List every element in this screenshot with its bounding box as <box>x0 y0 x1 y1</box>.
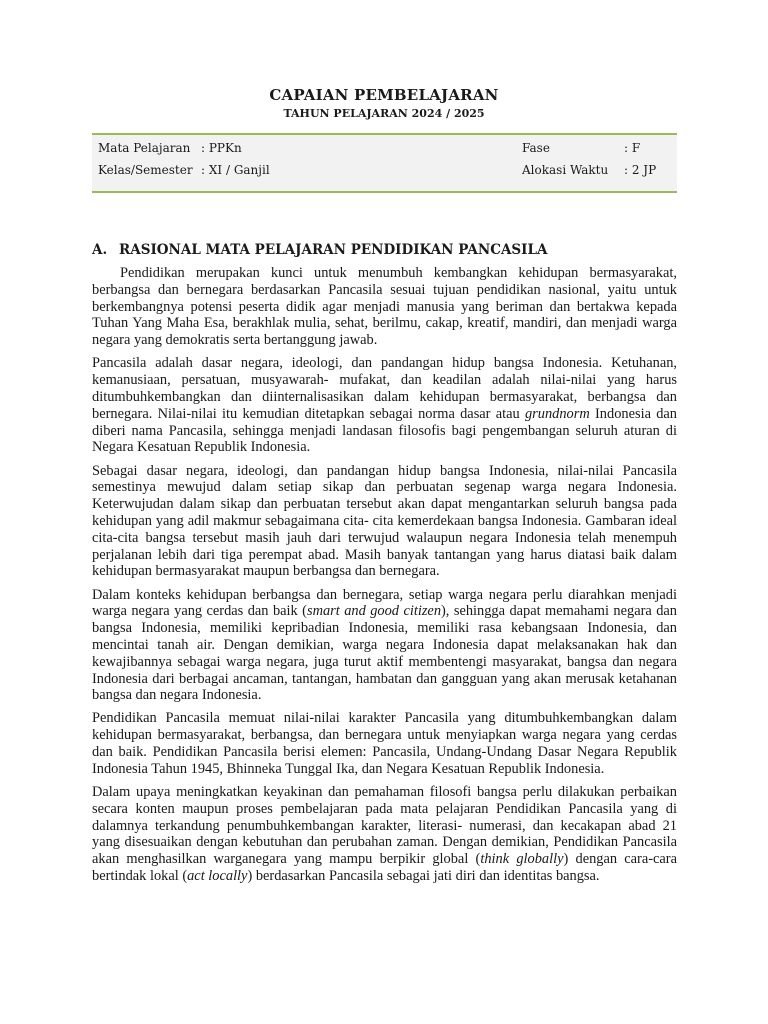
italic-term: act locally <box>187 868 248 885</box>
section-title: RASIONAL MATA PELAJARAN PENDIDIKAN PANCASILA <box>119 242 548 258</box>
phase-value: : F <box>624 141 641 155</box>
subject-value: : PPKn <box>201 141 242 155</box>
class-semester-label: Kelas/Semester <box>98 163 193 177</box>
section-heading <box>92 242 682 258</box>
time-allocation-value: : 2 JP <box>624 163 657 177</box>
paragraph-2: Pancasila adalah dasar negara, ideologi, dan pandangan hidup bangsa Indonesia. Ketuhanan, kemanusiaan, persatuan, musyawarah- mufakat, dan keadilan adalah nilai-nilai yang harus ditumbuhkembangkan dan diinternalisasikan dalam kehidupan bermasyarakat, berbangsa dan bernegara. Nilai-nilai itu kemudian ditetapkan sebagai norma dasar atau grundnorm Indonesia dan diberi nama Pancasila, sehingga menjadi landasan filosofis bagi pengembangan seluruh aturan di Negara Kesatuan Republik Indonesia. <box>92 355 678 456</box>
section-number: A. <box>92 242 108 258</box>
rationale-body <box>92 265 677 891</box>
italic-term: think globally <box>480 851 564 868</box>
italic-term: grundnorm <box>524 405 590 422</box>
document-subtitle: TAHUN PELAJARAN 2024 / 2025 <box>283 107 485 120</box>
paragraph-1: Pendidikan merupakan kunci untuk menumbuh kembangkan kehidupan bermasyarakat, berbangsa dan bernegara berdasarkan Pancasila sesuai tujuan pendidikan nasional, yaitu untuk berkembangnya potensi peserta didik agar menjadi manusia yang beriman dan bertakwa kepada Tuhan Yang Maha Esa, berakhlak mulia, sehat, berilmu, cakap, kreatif, mandiri, dan menjadi warga negara yang demokratis serta bertanggung jawab. <box>92 265 677 349</box>
paragraph-5: Pendidikan Pancasila memuat nilai-nilai karakter Pancasila yang ditumbuhkembangkan dalam kehidupan bermasyarakat, berbangsa, dan bernegara untuk menyiapkan warga negara yang cerdas dan baik. Pendidikan Pancasila berisi elemen: Pancasila, Undang-Undang Dasar Negara Republik Indonesia Tahun 1945, Bhinneka Tunggal Ika, dan Negara Kesatuan Republik Indonesia. <box>92 710 677 777</box>
paragraph-4: Dalam konteks kehidupan berbangsa dan bernegara, setiap warga negara perlu diarahkan menjadi warga negara yang cerdas dan baik (smart and good citizen), sehingga dapat memahami negara dan bangsa Indonesia, memiliki kepribadian Indonesia, memiliki rasa kebangsaan Indonesia, dan mencintai tanah air. Dengan demikian, warga negara Indonesia dapat melaksanakan hak dan kewajibannya sebagai warga negara, juga turut aktif membentengi masyarakat, bangsa dan negara Indonesia dari berbagai ancaman, tantangan, hambatan dan gangguan yang akan merusak ketahanan bangsa dan negara Indonesia. <box>92 586 677 704</box>
course-info-box <box>92 133 677 193</box>
time-allocation-label: Alokasi Waktu <box>522 163 609 177</box>
italic-term: smart and good citizen <box>306 603 442 620</box>
phase-label: Fase <box>522 141 550 155</box>
paragraph-6: Dalam upaya meningkatkan keyakinan dan pemahaman filosofi bangsa perlu dilakukan perbaikan secara konten maupun proses pembelajaran pada mata pelajaran Pendidikan Pancasila yang di dalamnya terkandung penumbuhkembangan karakter, literasi- numerasi, dan kecakapan abad 21 yang disesuaikan dengan kebutuhan dan perubahan zaman. Dengan demikian, Pendidikan Pancasila akan menghasilkan warganegara yang mampu berpikir global (think globally) dengan cara-cara bertindak lokal (act locally) berdasarkan Pancasila sebagai jati diri dan identitas bangsa. <box>92 784 677 885</box>
document-title: CAPAIAN PEMBELAJARAN <box>269 86 499 104</box>
subject-label: Mata Pelajaran <box>98 141 191 155</box>
paragraph-3: Sebagai dasar negara, ideologi, dan pandangan hidup bangsa Indonesia, nilai-nilai Pancasila semestinya mewujud dalam setiap sikap dan perbuatan segenap warga negara Indonesia. Keterwujudan dalam sikap dan perbuatan tersebut akan dapat mengantarkan seluruh bangsa pada kehidupan yang adil makmur sebagaimana cita- cita kemerdekaan bangsa Indonesia. Gambaran ideal cita-cita bangsa tersebut masih jauh dari terwujud walaupun negara Indonesia telah menempuh perjalanan lebih dari tiga perempat abad. Masih banyak tantangan yang harus diatasi baik dalam kehidupan bermasyarakat maupun berbangsa dan bernegara. <box>92 462 677 580</box>
class-semester-value: : XI / Ganjil <box>201 163 270 177</box>
